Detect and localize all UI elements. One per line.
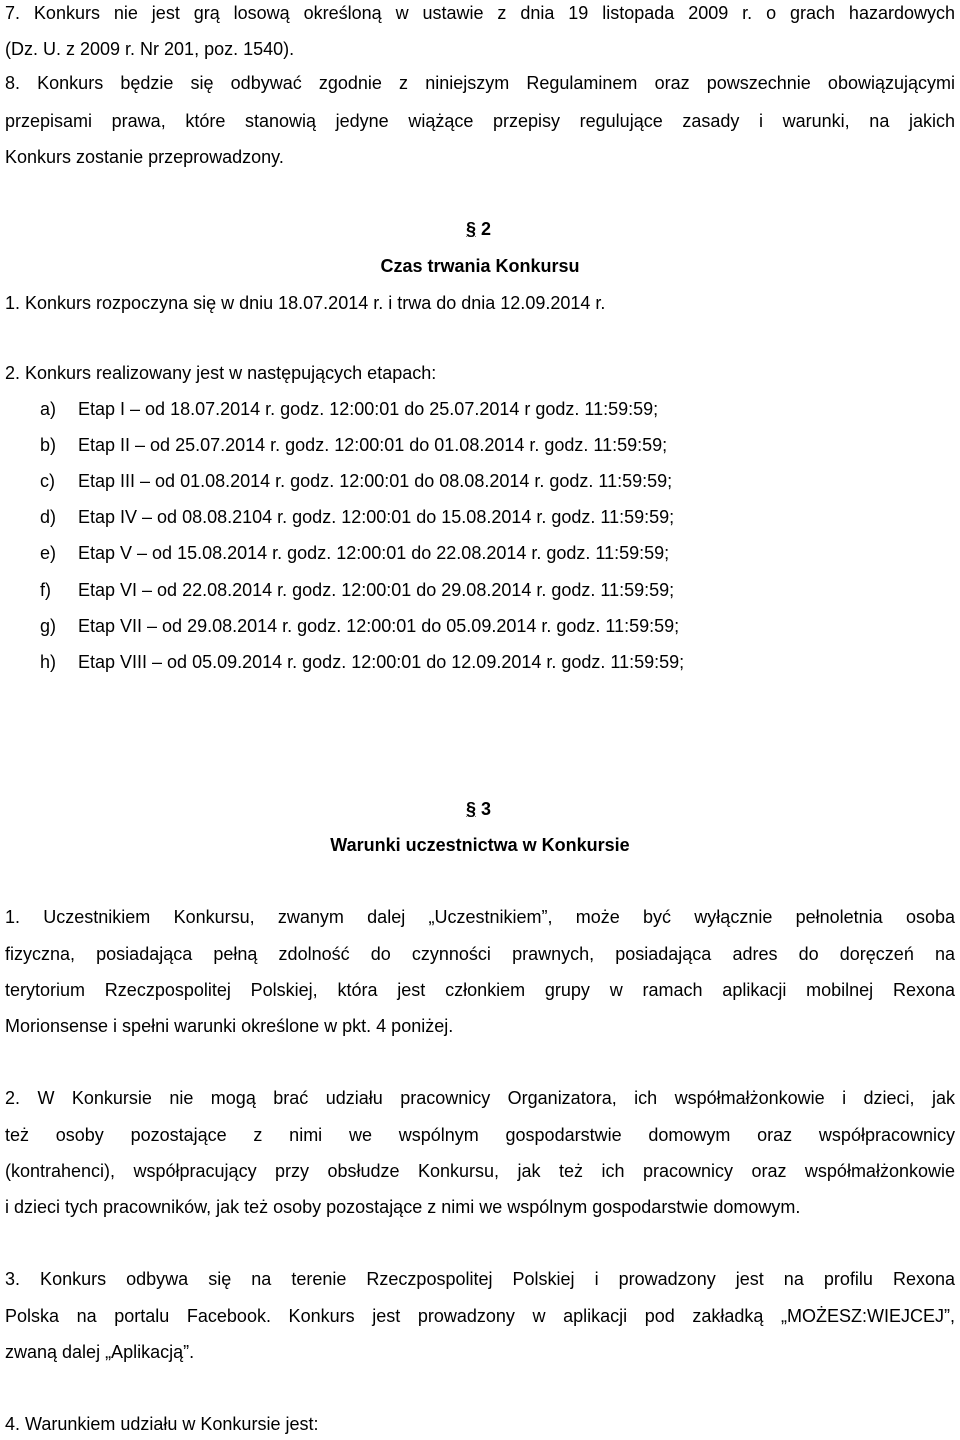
item-7-line-2: (Dz. U. z 2009 r. Nr 201, poz. 1540).	[5, 39, 295, 59]
stage-letter: b)	[40, 435, 57, 455]
section-symbol: §	[466, 799, 477, 819]
stage-letter: e)	[40, 543, 57, 563]
stage-letter: c)	[40, 471, 55, 491]
section-symbol: §	[466, 219, 477, 239]
section-3-title: Warunki uczestnictwa w Konkursie	[330, 835, 630, 855]
item-8-line-3: Konkurs zostanie przeprowadzony.	[5, 147, 284, 167]
section-3-p1-line-4: Morionsense i spełni warunki określone w pkt. 4 poniżej.	[5, 1016, 454, 1036]
stage-text: Etap VI – od 22.08.2014 r. godz. 12:00:01 do 29.08.2014 r. godz. 11:59:59;	[78, 580, 675, 600]
stage-text: Etap IV – od 08.08.2104 r. godz. 12:00:01 do 15.08.2014 r. godz. 11:59:59;	[78, 507, 675, 527]
stage-text: Etap I – od 18.07.2014 r. godz. 12:00:01 do 25.07.2014 r godz. 11:59:59;	[78, 399, 659, 419]
stage-item	[40, 470, 672, 492]
stage-item	[40, 542, 669, 564]
section-number: 3	[481, 799, 492, 819]
section-3-p4-line-1: 4. Warunkiem udziału w Konkursie jest:	[5, 1414, 319, 1434]
stage-letter: h)	[40, 652, 57, 672]
item-8-line-1: 8. Konkurs będzie się odbywać zgodnie z niniejszym Regulaminem oraz powszechnie obowiązującymi	[5, 73, 955, 93]
section-3-p1-line-1: 1. Uczestnikiem Konkursu, zwanym dalej „Uczestnikiem”, może być wyłącznie pełnoletnia osoba	[5, 907, 955, 927]
section-2-point-2: 2. Konkurs realizowany jest w następujących etapach:	[5, 363, 437, 383]
section-3-p3-line-1: 3. Konkurs odbywa się na terenie Rzeczpospolitej Polskiej i prowadzony jest na profilu Rexona	[5, 1269, 955, 1289]
section-3-p3-line-2: Polska na portalu Facebook. Konkurs jest prowadzony w aplikacji pod zakładką „MOŻESZ:WIEJCEJ”,	[5, 1306, 955, 1326]
section-3-p2-line-3: (kontrahenci), współpracujący przy obsłudze Konkursu, jak też ich pracownicy oraz współmałżonkowie	[5, 1161, 955, 1181]
stage-text: Etap II – od 25.07.2014 r. godz. 12:00:01 do 01.08.2014 r. godz. 11:59:59;	[78, 435, 668, 455]
section-3-p1-line-3: terytorium Rzeczpospolitej Polskiej, która jest członkiem grupy w ramach aplikacji mobilnej Rexona	[5, 980, 955, 1000]
section-3-p2-line-4: i dzieci tych pracowników, jak też osoby pozostające z nimi we wspólnym gospodarstwie domowym.	[5, 1197, 801, 1217]
stage-letter: d)	[40, 507, 57, 527]
stage-text: Etap III – od 01.08.2014 r. godz. 12:00:01 do 08.08.2014 r. godz. 11:59:59;	[78, 471, 673, 491]
section-3-p2-line-1: 2. W Konkursie nie mogą brać udziału pracownicy Organizatora, ich współmałżonkowie i dzieci, jak	[5, 1088, 955, 1108]
stage-item	[40, 434, 667, 456]
section-3-p1-line-2: fizyczna, posiadająca pełną zdolność do czynności prawnych, posiadająca adres do doręczeń na	[5, 944, 955, 964]
section-3-number	[466, 798, 491, 820]
stage-text: Etap V – od 15.08.2014 r. godz. 12:00:01 do 22.08.2014 r. godz. 11:59:59;	[78, 543, 670, 563]
stage-item	[40, 579, 674, 601]
stage-item	[40, 398, 658, 420]
section-2-number	[466, 218, 491, 240]
section-2-point-1: 1. Konkurs rozpoczyna się w dniu 18.07.2014 r. i trwa do dnia 12.09.2014 r.	[5, 293, 606, 313]
section-3-p3-line-3: zwaną dalej „Aplikacją”.	[5, 1342, 195, 1362]
stage-letter: f)	[40, 580, 51, 600]
section-2-title: Czas trwania Konkursu	[380, 256, 580, 276]
section-3-p2-line-2: też osoby pozostające z nimi we wspólnym gospodarstwie domowym oraz współpracownicy	[5, 1125, 955, 1145]
stage-letter: g)	[40, 616, 57, 636]
item-8-line-2: przepisami prawa, które stanowią jedyne wiążące przepisy regulujące zasady i warunki, na jakich	[5, 111, 955, 131]
stage-letter: a)	[40, 399, 57, 419]
stage-item	[40, 651, 684, 673]
stage-item	[40, 615, 679, 637]
item-7-line-1: 7. Konkurs nie jest grą losową określoną w ustawie z dnia 19 listopada 2009 r. o grach hazardowych	[5, 3, 955, 23]
stage-text: Etap VIII – od 05.09.2014 r. godz. 12:00:01 do 12.09.2014 r. godz. 11:59:59;	[78, 652, 685, 672]
section-number: 2	[481, 219, 492, 239]
stage-item	[40, 506, 674, 528]
stage-text: Etap VII – od 29.08.2014 r. godz. 12:00:01 do 05.09.2014 r. godz. 11:59:59;	[78, 616, 680, 636]
